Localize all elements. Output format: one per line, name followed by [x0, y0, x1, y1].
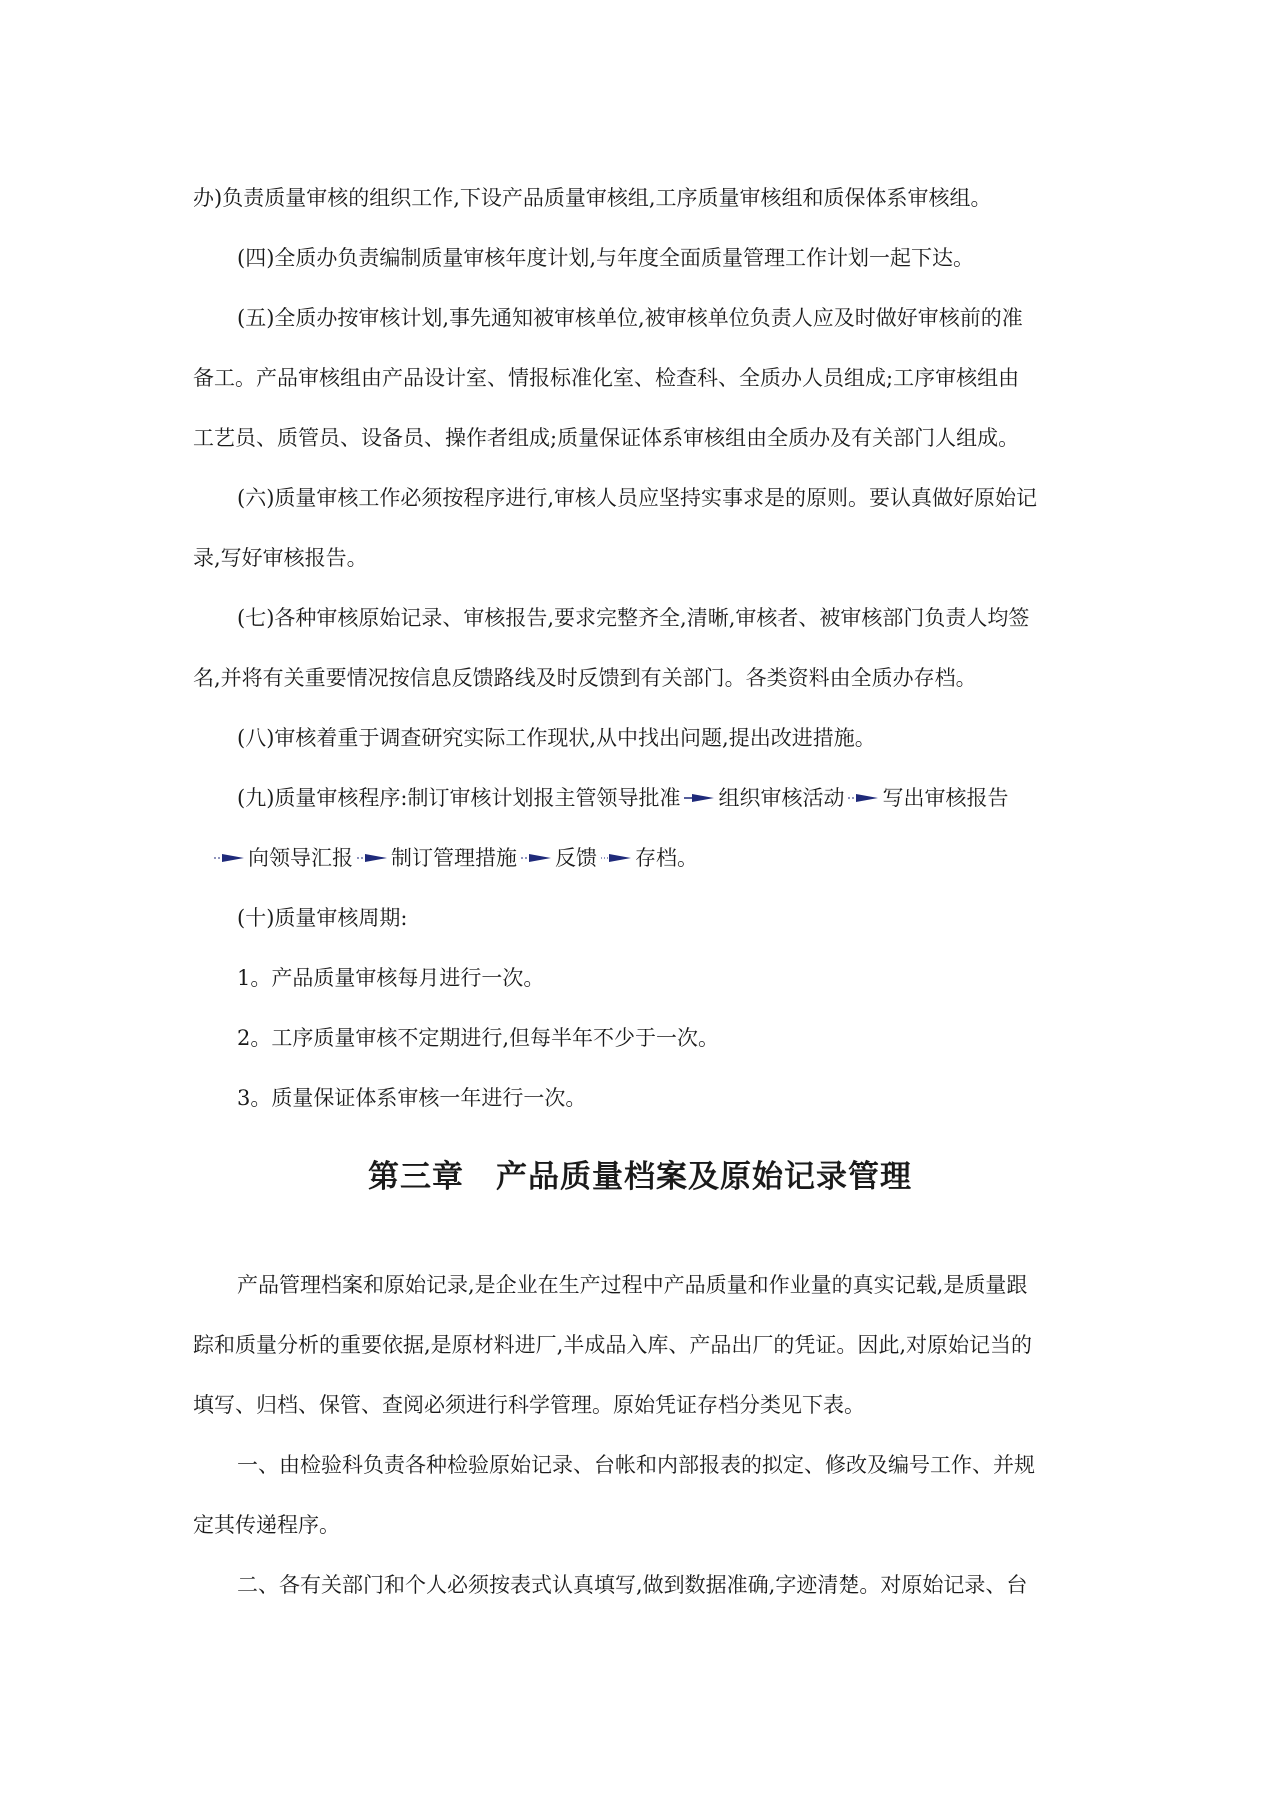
cycle-item: 2。工序质量审核不定期进行,但每半年不少于一次。 — [237, 1026, 720, 1050]
cycle-item: 1。产品质量审核每月进行一次。 — [237, 966, 545, 990]
paragraph-line: 填写、归档、保管、查阅必须进行科学管理。原始凭证存档分类见下表。 — [193, 1393, 865, 1417]
paragraph-line: 一、由检验科负责各种检验原始记录、台帐和内部报表的拟定、修改及编号工作、并规 — [237, 1453, 1035, 1477]
paragraph-line: 名,并将有关重要情况按信息反馈路线及时反馈到有关部门。各类资料由全质办存档。 — [193, 666, 977, 690]
flow-line-1 — [237, 783, 1137, 813]
flow-line-2 — [210, 843, 1110, 873]
flow-intro: (九)质量审核程序:制订审核计划报主管领导批准 — [237, 786, 681, 810]
paragraph-line: 备工。产品审核组由产品设计室、情报标准化室、检查科、全质办人员组成;工序审核组由 — [193, 366, 1020, 390]
flow-step-3: 向领导汇报 — [248, 846, 353, 870]
cycle-item: 3。质量保证体系审核一年进行一次。 — [237, 1086, 587, 1110]
flow-step-2: 写出审核报告 — [882, 786, 1009, 810]
paragraph-line: (五)全质办按审核计划,事先通知被审核单位,被审核单位负责人应及时做好审核前的准 — [237, 306, 1023, 330]
flow-arrow-icon — [684, 791, 714, 805]
flow-arrow-icon — [357, 851, 387, 865]
paragraph-line: 办)负责质量审核的组织工作,下设产品质量审核组,工序质量审核组和质保体系审核组。 — [193, 186, 992, 210]
paragraph-line: 工艺员、质管员、设备员、操作者组成;质量保证体系审核组由全质办及有关部门人组成。 — [193, 426, 1020, 450]
paragraph-line: (七)各种审核原始记录、审核报告,要求完整齐全,清晰,审核者、被审核部门负责人均签 — [237, 606, 1030, 630]
paragraph-line: 二、各有关部门和个人必须按表式认真填写,做到数据准确,字迹清楚。对原始记录、台 — [237, 1573, 1028, 1597]
chapter-title: 第三章 产品质量档案及原始记录管理 — [368, 1159, 912, 1195]
paragraph-line: (六)质量审核工作必须按程序进行,审核人员应坚持实事求是的原则。要认真做好原始记 — [237, 486, 1038, 510]
flow-arrow-icon — [521, 851, 551, 865]
paragraph-line: 产品管理档案和原始记录,是企业在生产过程中产品质量和作业量的真实记载,是质量跟 — [237, 1273, 1028, 1297]
flow-step-4: 制订管理措施 — [391, 846, 517, 870]
flow-step-5: 反馈 — [555, 846, 597, 870]
flow-step-6: 存档。 — [635, 846, 698, 870]
flow-arrow-icon — [214, 851, 244, 865]
paragraph-line: 踪和质量分析的重要依据,是原材料进厂,半成品入库、产品出厂的凭证。因此,对原始记当的 — [193, 1333, 1033, 1357]
paragraph-line: (四)全质办负责编制质量审核年度计划,与年度全面质量管理工作计划一起下达。 — [237, 246, 975, 270]
flow-arrow-icon — [601, 851, 631, 865]
flow-step-1: 组织审核活动 — [718, 786, 845, 810]
flow-arrow-icon — [848, 791, 878, 805]
paragraph-line: (八)审核着重于调查研究实际工作现状,从中找出问题,提出改进措施。 — [237, 726, 876, 750]
paragraph-line: 定其传递程序。 — [193, 1513, 340, 1537]
paragraph-line: 录,写好审核报告。 — [193, 546, 368, 570]
cycle-heading: (十)质量审核周期: — [237, 906, 408, 930]
